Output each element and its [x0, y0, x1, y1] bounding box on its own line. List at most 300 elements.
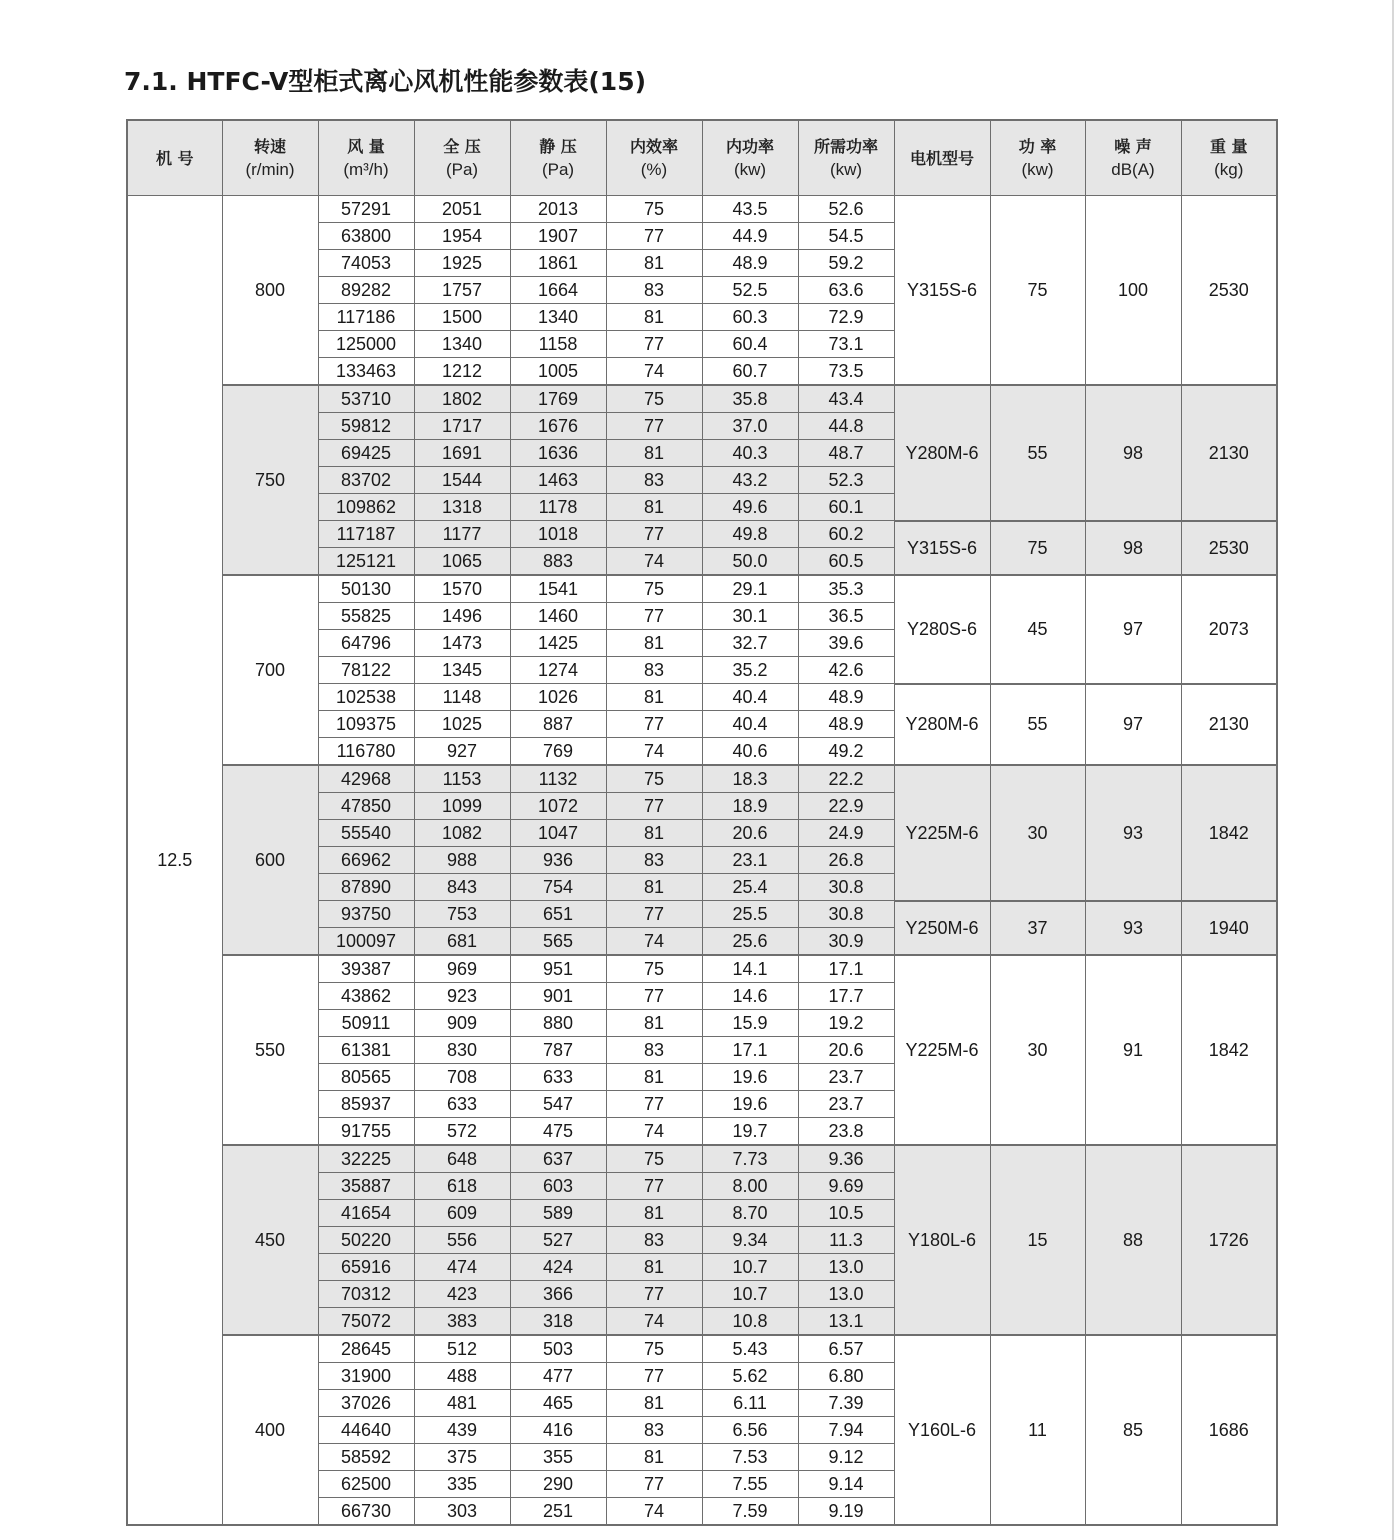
static-pressure-cell: 1005 — [510, 358, 606, 386]
internal-power-cell: 40.4 — [702, 684, 798, 711]
total-pressure-cell: 1345 — [414, 657, 510, 684]
speed-cell: 450 — [222, 1145, 318, 1335]
noise-cell: 97 — [1085, 575, 1181, 684]
internal-power-cell: 60.4 — [702, 331, 798, 358]
airflow-cell: 44640 — [318, 1417, 414, 1444]
efficiency-cell: 77 — [606, 331, 702, 358]
internal-power-cell: 35.2 — [702, 657, 798, 684]
page-edge — [1392, 0, 1394, 1540]
airflow-cell: 53710 — [318, 385, 414, 413]
required-power-cell: 19.2 — [798, 1010, 894, 1037]
table-row — [127, 196, 1277, 223]
required-power-cell: 6.57 — [798, 1335, 894, 1363]
total-pressure-cell: 609 — [414, 1200, 510, 1227]
efficiency-cell: 81 — [606, 1200, 702, 1227]
motor-type-cell: Y160L-6 — [894, 1335, 990, 1525]
efficiency-cell: 74 — [606, 1118, 702, 1146]
speed-cell: 600 — [222, 765, 318, 955]
efficiency-cell: 77 — [606, 223, 702, 250]
header-unit: (m³/h) — [343, 160, 389, 179]
efficiency-cell: 81 — [606, 1010, 702, 1037]
efficiency-cell: 81 — [606, 1064, 702, 1091]
header-label: 内功率 — [725, 137, 774, 156]
table-row — [127, 575, 1277, 603]
required-power-cell: 44.8 — [798, 413, 894, 440]
header-unit: (kw) — [1021, 160, 1054, 179]
required-power-cell: 63.6 — [798, 277, 894, 304]
header-label: 噪 声 — [1114, 137, 1152, 156]
internal-power-cell: 10.7 — [702, 1254, 798, 1281]
header-unit: (Pa) — [541, 160, 575, 179]
required-power-cell: 39.6 — [798, 630, 894, 657]
total-pressure-cell: 923 — [414, 983, 510, 1010]
internal-power-cell: 49.8 — [702, 521, 798, 548]
motor-type-cell: Y180L-6 — [894, 1145, 990, 1335]
internal-power-cell: 43.2 — [702, 467, 798, 494]
motor-type-cell: Y280S-6 — [894, 575, 990, 684]
speed-cell: 800 — [222, 196, 318, 386]
static-pressure-cell: 424 — [510, 1254, 606, 1281]
efficiency-cell: 81 — [606, 630, 702, 657]
required-power-cell: 23.7 — [798, 1091, 894, 1118]
header-unit: (kg) — [1214, 160, 1244, 179]
internal-power-cell: 15.9 — [702, 1010, 798, 1037]
weight-cell: 2073 — [1181, 575, 1277, 684]
total-pressure-cell: 375 — [414, 1444, 510, 1471]
internal-power-cell: 7.59 — [702, 1498, 798, 1526]
static-pressure-cell: 1132 — [510, 765, 606, 793]
airflow-cell: 78122 — [318, 657, 414, 684]
motor-power-cell: 15 — [990, 1145, 1085, 1335]
static-pressure-cell: 1907 — [510, 223, 606, 250]
header-unit: (kw) — [829, 160, 863, 179]
header-motor-power — [990, 120, 1085, 196]
static-pressure-cell: 366 — [510, 1281, 606, 1308]
header-required-power — [798, 120, 894, 196]
static-pressure-cell: 1026 — [510, 684, 606, 711]
total-pressure-cell: 843 — [414, 874, 510, 901]
static-pressure-cell: 416 — [510, 1417, 606, 1444]
static-pressure-cell: 1676 — [510, 413, 606, 440]
header-noise — [1085, 120, 1181, 196]
internal-power-cell: 37.0 — [702, 413, 798, 440]
header-speed — [222, 120, 318, 196]
total-pressure-cell: 1544 — [414, 467, 510, 494]
required-power-cell: 7.39 — [798, 1390, 894, 1417]
required-power-cell: 9.14 — [798, 1471, 894, 1498]
internal-power-cell: 23.1 — [702, 847, 798, 874]
total-pressure-cell: 1757 — [414, 277, 510, 304]
noise-cell: 93 — [1085, 765, 1181, 901]
airflow-cell: 89282 — [318, 277, 414, 304]
required-power-cell: 52.6 — [798, 196, 894, 223]
airflow-cell: 100097 — [318, 928, 414, 956]
internal-power-cell: 32.7 — [702, 630, 798, 657]
static-pressure-cell: 787 — [510, 1037, 606, 1064]
efficiency-cell: 75 — [606, 385, 702, 413]
header-label: 全 压 — [443, 137, 481, 156]
required-power-cell: 30.9 — [798, 928, 894, 956]
internal-power-cell: 10.8 — [702, 1308, 798, 1336]
airflow-cell: 109375 — [318, 711, 414, 738]
required-power-cell: 9.12 — [798, 1444, 894, 1471]
required-power-cell: 73.1 — [798, 331, 894, 358]
airflow-cell: 39387 — [318, 955, 414, 983]
noise-cell: 85 — [1085, 1335, 1181, 1525]
static-pressure-cell: 1463 — [510, 467, 606, 494]
internal-power-cell: 20.6 — [702, 820, 798, 847]
header-row — [127, 120, 1277, 196]
airflow-cell: 69425 — [318, 440, 414, 467]
airflow-cell: 75072 — [318, 1308, 414, 1336]
efficiency-cell: 75 — [606, 765, 702, 793]
airflow-cell: 61381 — [318, 1037, 414, 1064]
efficiency-cell: 83 — [606, 847, 702, 874]
required-power-cell: 7.94 — [798, 1417, 894, 1444]
motor-type-cell: Y315S-6 — [894, 521, 990, 576]
airflow-cell: 109862 — [318, 494, 414, 521]
header-unit: (%) — [640, 160, 668, 179]
airflow-cell: 37026 — [318, 1390, 414, 1417]
motor-type-cell: Y250M-6 — [894, 901, 990, 956]
internal-power-cell: 6.11 — [702, 1390, 798, 1417]
total-pressure-cell: 335 — [414, 1471, 510, 1498]
required-power-cell: 72.9 — [798, 304, 894, 331]
internal-power-cell: 25.4 — [702, 874, 798, 901]
internal-power-cell: 60.3 — [702, 304, 798, 331]
total-pressure-cell: 830 — [414, 1037, 510, 1064]
total-pressure-cell: 681 — [414, 928, 510, 956]
table-body — [127, 196, 1277, 1526]
required-power-cell: 6.80 — [798, 1363, 894, 1390]
efficiency-cell: 75 — [606, 575, 702, 603]
motor-type-cell: Y280M-6 — [894, 684, 990, 766]
total-pressure-cell: 481 — [414, 1390, 510, 1417]
airflow-cell: 32225 — [318, 1145, 414, 1173]
efficiency-cell: 74 — [606, 1498, 702, 1526]
static-pressure-cell: 1158 — [510, 331, 606, 358]
airflow-cell: 85937 — [318, 1091, 414, 1118]
efficiency-cell: 81 — [606, 820, 702, 847]
static-pressure-cell: 318 — [510, 1308, 606, 1336]
airflow-cell: 57291 — [318, 196, 414, 223]
total-pressure-cell: 1212 — [414, 358, 510, 386]
internal-power-cell: 7.55 — [702, 1471, 798, 1498]
static-pressure-cell: 633 — [510, 1064, 606, 1091]
total-pressure-cell: 1177 — [414, 521, 510, 548]
total-pressure-cell: 708 — [414, 1064, 510, 1091]
efficiency-cell: 77 — [606, 711, 702, 738]
airflow-cell: 58592 — [318, 1444, 414, 1471]
header-internal-power — [702, 120, 798, 196]
static-pressure-cell: 1664 — [510, 277, 606, 304]
motor-type-cell: Y315S-6 — [894, 196, 990, 386]
efficiency-cell: 81 — [606, 1254, 702, 1281]
speed-cell: 550 — [222, 955, 318, 1145]
required-power-cell: 13.1 — [798, 1308, 894, 1336]
efficiency-cell: 81 — [606, 1390, 702, 1417]
efficiency-cell: 75 — [606, 955, 702, 983]
motor-power-cell: 30 — [990, 955, 1085, 1145]
header-total-pressure — [414, 120, 510, 196]
total-pressure-cell: 1717 — [414, 413, 510, 440]
efficiency-cell: 81 — [606, 440, 702, 467]
total-pressure-cell: 1473 — [414, 630, 510, 657]
static-pressure-cell: 1178 — [510, 494, 606, 521]
required-power-cell: 22.2 — [798, 765, 894, 793]
efficiency-cell: 83 — [606, 1227, 702, 1254]
speed-cell: 700 — [222, 575, 318, 765]
static-pressure-cell: 1340 — [510, 304, 606, 331]
internal-power-cell: 25.5 — [702, 901, 798, 928]
airflow-cell: 64796 — [318, 630, 414, 657]
static-pressure-cell: 251 — [510, 1498, 606, 1526]
required-power-cell: 17.1 — [798, 955, 894, 983]
efficiency-cell: 75 — [606, 1335, 702, 1363]
internal-power-cell: 60.7 — [702, 358, 798, 386]
static-pressure-cell: 603 — [510, 1173, 606, 1200]
required-power-cell: 54.5 — [798, 223, 894, 250]
static-pressure-cell: 951 — [510, 955, 606, 983]
static-pressure-cell: 503 — [510, 1335, 606, 1363]
total-pressure-cell: 648 — [414, 1145, 510, 1173]
motor-power-cell: 37 — [990, 901, 1085, 956]
header-weight — [1181, 120, 1277, 196]
header-label: 转速 — [253, 137, 286, 156]
static-pressure-cell: 565 — [510, 928, 606, 956]
table-row — [127, 955, 1277, 983]
total-pressure-cell: 633 — [414, 1091, 510, 1118]
required-power-cell: 11.3 — [798, 1227, 894, 1254]
total-pressure-cell: 1496 — [414, 603, 510, 630]
efficiency-cell: 81 — [606, 684, 702, 711]
required-power-cell: 59.2 — [798, 250, 894, 277]
total-pressure-cell: 1691 — [414, 440, 510, 467]
efficiency-cell: 83 — [606, 657, 702, 684]
header-label: 电机型号 — [909, 148, 974, 168]
airflow-cell: 55825 — [318, 603, 414, 630]
airflow-cell: 41654 — [318, 1200, 414, 1227]
efficiency-cell: 74 — [606, 358, 702, 386]
total-pressure-cell: 1065 — [414, 548, 510, 576]
airflow-cell: 91755 — [318, 1118, 414, 1146]
header-unit: (r/min) — [245, 160, 295, 179]
airflow-cell: 125121 — [318, 548, 414, 576]
page-title: 7.1. HTFC-V型柜式离心风机性能参数表(15) — [124, 67, 647, 96]
airflow-cell: 116780 — [318, 738, 414, 766]
internal-power-cell: 19.7 — [702, 1118, 798, 1146]
static-pressure-cell: 1018 — [510, 521, 606, 548]
airflow-cell: 42968 — [318, 765, 414, 793]
internal-power-cell: 25.6 — [702, 928, 798, 956]
efficiency-cell: 81 — [606, 304, 702, 331]
required-power-cell: 60.2 — [798, 521, 894, 548]
required-power-cell: 52.3 — [798, 467, 894, 494]
static-pressure-cell: 1072 — [510, 793, 606, 820]
required-power-cell: 35.3 — [798, 575, 894, 603]
required-power-cell: 49.2 — [798, 738, 894, 766]
internal-power-cell: 7.73 — [702, 1145, 798, 1173]
table-row — [127, 765, 1277, 793]
total-pressure-cell: 303 — [414, 1498, 510, 1526]
header-label: 内效率 — [629, 137, 678, 156]
internal-power-cell: 7.53 — [702, 1444, 798, 1471]
table-row — [127, 1145, 1277, 1173]
internal-power-cell: 14.6 — [702, 983, 798, 1010]
static-pressure-cell: 637 — [510, 1145, 606, 1173]
weight-cell: 1842 — [1181, 765, 1277, 901]
efficiency-cell: 81 — [606, 1444, 702, 1471]
required-power-cell: 73.5 — [798, 358, 894, 386]
total-pressure-cell: 383 — [414, 1308, 510, 1336]
static-pressure-cell: 1541 — [510, 575, 606, 603]
static-pressure-cell: 475 — [510, 1118, 606, 1146]
total-pressure-cell: 488 — [414, 1363, 510, 1390]
header-label: 功 率 — [1018, 137, 1057, 156]
internal-power-cell: 5.62 — [702, 1363, 798, 1390]
internal-power-cell: 14.1 — [702, 955, 798, 983]
airflow-cell: 117186 — [318, 304, 414, 331]
required-power-cell: 26.8 — [798, 847, 894, 874]
total-pressure-cell: 2051 — [414, 196, 510, 223]
airflow-cell: 66962 — [318, 847, 414, 874]
motor-power-cell: 45 — [990, 575, 1085, 684]
motor-power-cell: 30 — [990, 765, 1085, 901]
motor-power-cell: 75 — [990, 196, 1085, 386]
total-pressure-cell: 1099 — [414, 793, 510, 820]
internal-power-cell: 50.0 — [702, 548, 798, 576]
weight-cell: 1940 — [1181, 901, 1277, 956]
internal-power-cell: 18.9 — [702, 793, 798, 820]
airflow-cell: 80565 — [318, 1064, 414, 1091]
weight-cell: 2130 — [1181, 385, 1277, 521]
required-power-cell: 13.0 — [798, 1281, 894, 1308]
motor-type-cell: Y225M-6 — [894, 765, 990, 901]
static-pressure-cell: 754 — [510, 874, 606, 901]
weight-cell: 1726 — [1181, 1145, 1277, 1335]
noise-cell: 98 — [1085, 521, 1181, 576]
internal-power-cell: 19.6 — [702, 1091, 798, 1118]
total-pressure-cell: 1340 — [414, 331, 510, 358]
total-pressure-cell: 1025 — [414, 711, 510, 738]
efficiency-cell: 77 — [606, 1363, 702, 1390]
efficiency-cell: 74 — [606, 1308, 702, 1336]
total-pressure-cell: 1148 — [414, 684, 510, 711]
model-no-cell: 12.5 — [127, 196, 222, 1526]
table-row — [127, 385, 1277, 413]
total-pressure-cell: 1082 — [414, 820, 510, 847]
airflow-cell: 50130 — [318, 575, 414, 603]
required-power-cell: 30.8 — [798, 901, 894, 928]
header-unit: (Pa) — [445, 160, 479, 179]
motor-type-cell: Y280M-6 — [894, 385, 990, 521]
airflow-cell: 93750 — [318, 901, 414, 928]
efficiency-cell: 74 — [606, 738, 702, 766]
airflow-cell: 62500 — [318, 1471, 414, 1498]
airflow-cell: 50220 — [318, 1227, 414, 1254]
efficiency-cell: 77 — [606, 983, 702, 1010]
required-power-cell: 17.7 — [798, 983, 894, 1010]
table-header — [127, 120, 1277, 196]
header-internal-efficiency — [606, 120, 702, 196]
airflow-cell: 66730 — [318, 1498, 414, 1526]
header-label: 重 量 — [1209, 137, 1248, 156]
efficiency-cell: 83 — [606, 277, 702, 304]
required-power-cell: 13.0 — [798, 1254, 894, 1281]
internal-power-cell: 30.1 — [702, 603, 798, 630]
airflow-cell: 70312 — [318, 1281, 414, 1308]
efficiency-cell: 75 — [606, 1145, 702, 1173]
static-pressure-cell: 355 — [510, 1444, 606, 1471]
weight-cell: 1842 — [1181, 955, 1277, 1145]
header-airflow — [318, 120, 414, 196]
airflow-cell: 87890 — [318, 874, 414, 901]
total-pressure-cell: 423 — [414, 1281, 510, 1308]
efficiency-cell: 77 — [606, 1471, 702, 1498]
weight-cell: 2530 — [1181, 521, 1277, 576]
required-power-cell: 43.4 — [798, 385, 894, 413]
internal-power-cell: 29.1 — [702, 575, 798, 603]
header-static-pressure — [510, 120, 606, 196]
header-unit: (kw) — [733, 160, 767, 179]
airflow-cell: 43862 — [318, 983, 414, 1010]
speed-cell: 750 — [222, 385, 318, 575]
header-label: 所需功率 — [813, 137, 878, 156]
total-pressure-cell: 474 — [414, 1254, 510, 1281]
internal-power-cell: 19.6 — [702, 1064, 798, 1091]
airflow-cell: 28645 — [318, 1335, 414, 1363]
total-pressure-cell: 969 — [414, 955, 510, 983]
required-power-cell: 20.6 — [798, 1037, 894, 1064]
total-pressure-cell: 909 — [414, 1010, 510, 1037]
required-power-cell: 36.5 — [798, 603, 894, 630]
header-label: 风 量 — [347, 137, 385, 156]
internal-power-cell: 48.9 — [702, 250, 798, 277]
efficiency-cell: 81 — [606, 250, 702, 277]
airflow-cell: 83702 — [318, 467, 414, 494]
total-pressure-cell: 1954 — [414, 223, 510, 250]
static-pressure-cell: 883 — [510, 548, 606, 576]
internal-power-cell: 40.6 — [702, 738, 798, 766]
required-power-cell: 24.9 — [798, 820, 894, 847]
total-pressure-cell: 439 — [414, 1417, 510, 1444]
static-pressure-cell: 901 — [510, 983, 606, 1010]
static-pressure-cell: 290 — [510, 1471, 606, 1498]
noise-cell: 88 — [1085, 1145, 1181, 1335]
total-pressure-cell: 1802 — [414, 385, 510, 413]
total-pressure-cell: 512 — [414, 1335, 510, 1363]
efficiency-cell: 83 — [606, 467, 702, 494]
internal-power-cell: 5.43 — [702, 1335, 798, 1363]
efficiency-cell: 77 — [606, 603, 702, 630]
required-power-cell: 48.9 — [798, 684, 894, 711]
weight-cell: 1686 — [1181, 1335, 1277, 1525]
motor-power-cell: 55 — [990, 385, 1085, 521]
efficiency-cell: 77 — [606, 1173, 702, 1200]
airflow-cell: 117187 — [318, 521, 414, 548]
total-pressure-cell: 556 — [414, 1227, 510, 1254]
noise-cell: 100 — [1085, 196, 1181, 386]
static-pressure-cell: 547 — [510, 1091, 606, 1118]
required-power-cell: 42.6 — [798, 657, 894, 684]
internal-power-cell: 10.7 — [702, 1281, 798, 1308]
airflow-cell: 47850 — [318, 793, 414, 820]
required-power-cell: 9.69 — [798, 1173, 894, 1200]
internal-power-cell: 18.3 — [702, 765, 798, 793]
static-pressure-cell: 1274 — [510, 657, 606, 684]
total-pressure-cell: 1318 — [414, 494, 510, 521]
internal-power-cell: 9.34 — [702, 1227, 798, 1254]
